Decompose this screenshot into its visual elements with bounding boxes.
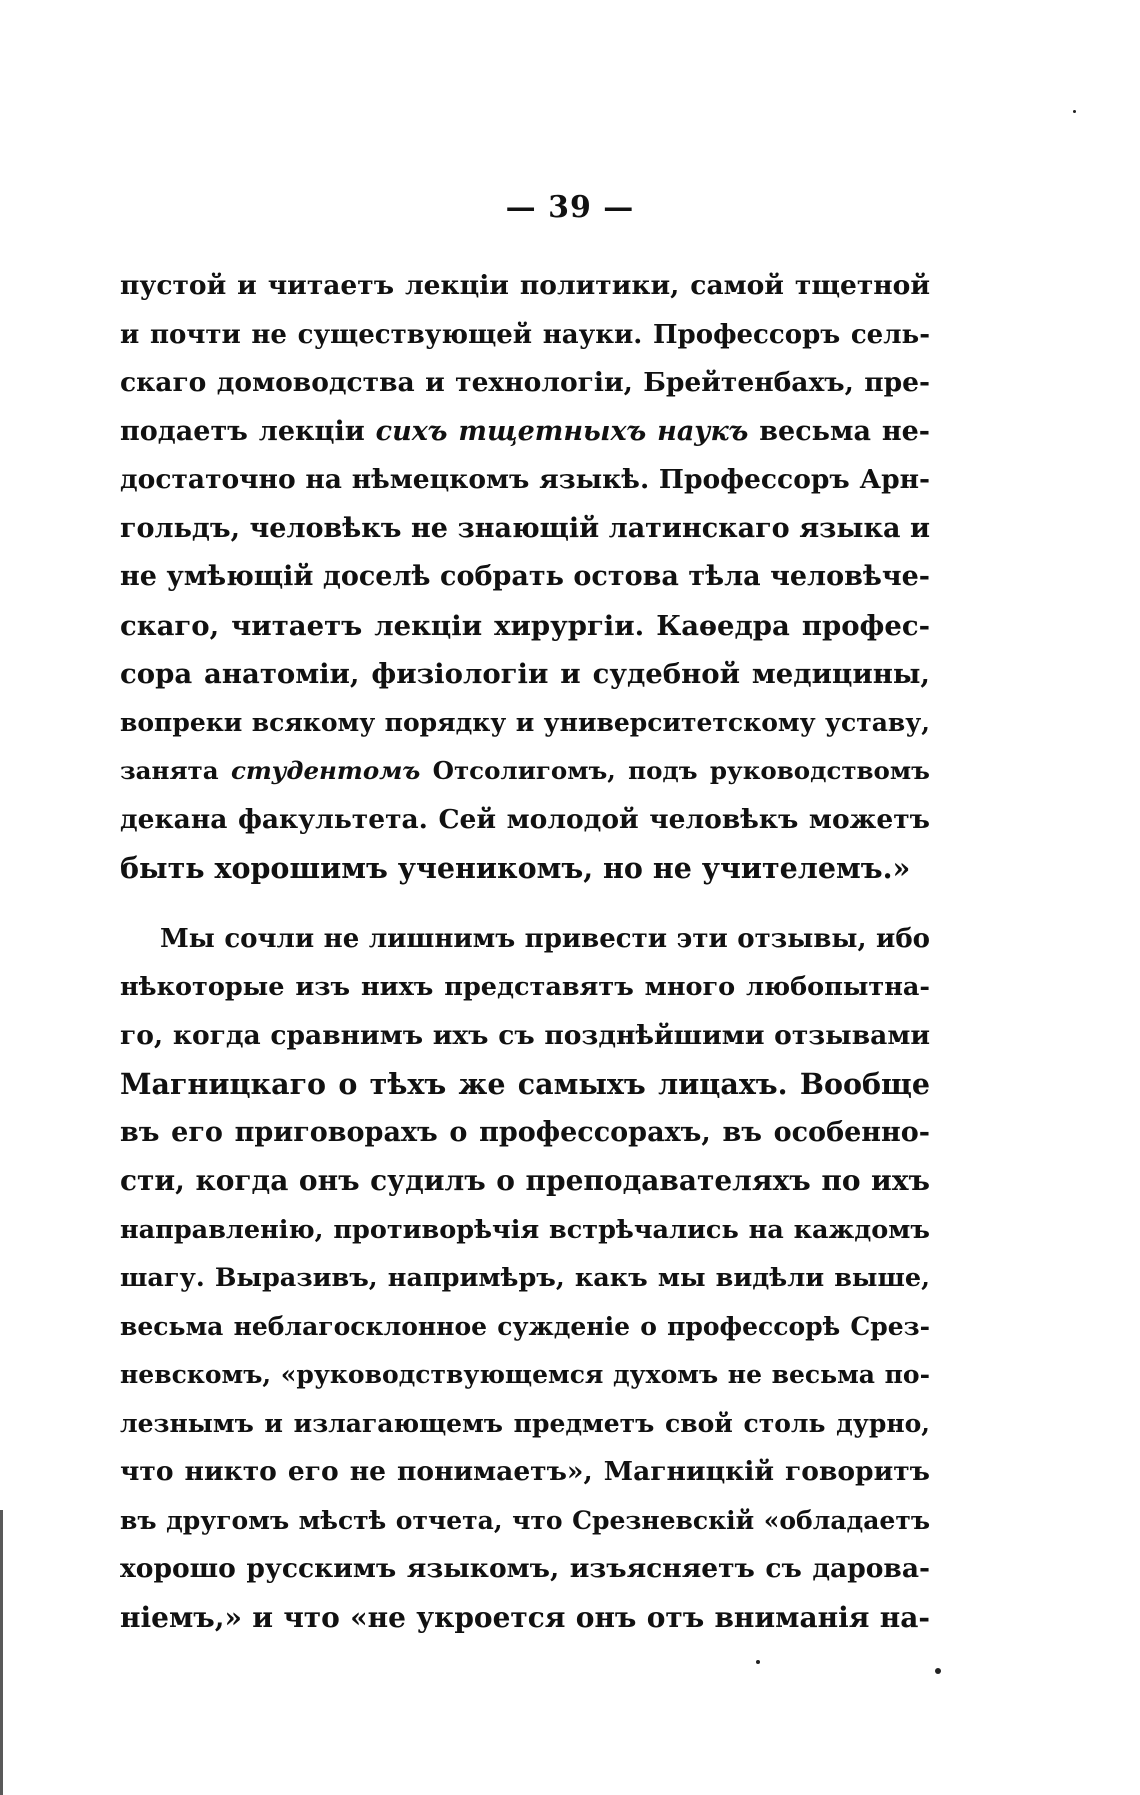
- text-line: въ другомъ мѣстѣ отчета, что Срезневскiй «обладаетъ: [120, 1505, 930, 1535]
- paragraph-gap: [120, 893, 930, 915]
- text-line: сти, когда онъ судилъ о преподавателяхъ по ихъ: [120, 1164, 930, 1197]
- italic-run: студентомъ: [230, 756, 421, 785]
- page-number: — 39 —: [505, 190, 635, 225]
- scan-edge-shadow: [0, 1510, 3, 1795]
- scan-speck: [1073, 110, 1076, 113]
- scan-speck: [935, 1668, 941, 1674]
- paragraph-2: [120, 915, 930, 1643]
- text-run: весьма не-: [748, 415, 931, 447]
- text-line: Магницкаго о тѣхъ же самыхъ лицахъ. Вообще: [120, 1067, 930, 1101]
- text-line: невскомъ, «руководствующемся духомъ не весьма по-: [120, 1360, 930, 1389]
- text-line: хорошо русскимъ языкомъ, изъясняетъ съ дарова-: [120, 1553, 930, 1584]
- text-line: скаго, читаетъ лекцiи хирургiи. Каѳедра профес-: [120, 609, 930, 642]
- text-line: шагу. Выразивъ, напримѣръ, какъ мы видѣли выше,: [120, 1263, 930, 1293]
- text-line: пустой и читаетъ лекцiи политики, самой тщетной: [120, 270, 930, 301]
- text-line: достаточно на нѣмецкомъ языкѣ. Профессоръ Арн-: [120, 464, 930, 495]
- body-text: [120, 262, 930, 1642]
- text-line: въ его приговорахъ о профессорахъ, въ особенно-: [120, 1116, 930, 1148]
- text-line: направленiю, противорѣчiя встрѣчались на каждомъ: [120, 1214, 930, 1245]
- text-line: Мы сочли не лишнимъ привести эти отзывы, ибо: [160, 923, 930, 954]
- text-line: сора анатомiи, физiологiи и судебной медицины,: [120, 658, 930, 690]
- text-line: и почти не существующей науки. Профессоръ сель-: [120, 319, 930, 350]
- text-line: нiемъ,» и что «не укроется онъ отъ вниманiя на-: [120, 1600, 930, 1634]
- text-line: не умѣющiй доселѣ собрать остова тѣла человѣче-: [120, 561, 930, 592]
- text-line: [120, 747, 930, 796]
- text-line: быть хорошимъ ученикомъ, но не учителемъ.»: [120, 851, 911, 885]
- text-run: занята: [120, 756, 231, 785]
- text-run: подаетъ лекцiи: [120, 415, 376, 447]
- text-line: декана факультета. Сей молодой человѣкъ можетъ: [120, 803, 930, 835]
- text-line: весьма неблагосклонное сужденiе о профессорѣ Срез-: [120, 1311, 930, 1341]
- text-line: го, когда сравнимъ ихъ съ позднѣйшими отзывами: [120, 1019, 930, 1051]
- text-line: лезнымъ и излагающемъ предметъ свой столь дурно,: [120, 1408, 930, 1438]
- italic-run: сихъ тщетныхъ наукъ: [375, 415, 749, 447]
- text-run: Отсолигомъ, подъ руководствомъ: [420, 756, 930, 785]
- text-line: [120, 408, 930, 457]
- text-line: вопреки всякому порядку и университетскому уставу,: [120, 707, 930, 737]
- text-line: что никто его не понимаетъ», Магницкiй говоритъ: [120, 1456, 930, 1487]
- text-line: гольдъ, человѣкъ не знающiй латинскаго языка и: [120, 512, 930, 544]
- paragraph-1: [120, 262, 930, 893]
- text-line: нѣкоторые изъ нихъ представятъ много любопытна-: [120, 972, 930, 1002]
- scan-speck: [756, 1660, 760, 1664]
- text-line: скаго домоводства и технологiи, Брейтенбахъ, пре-: [120, 367, 930, 398]
